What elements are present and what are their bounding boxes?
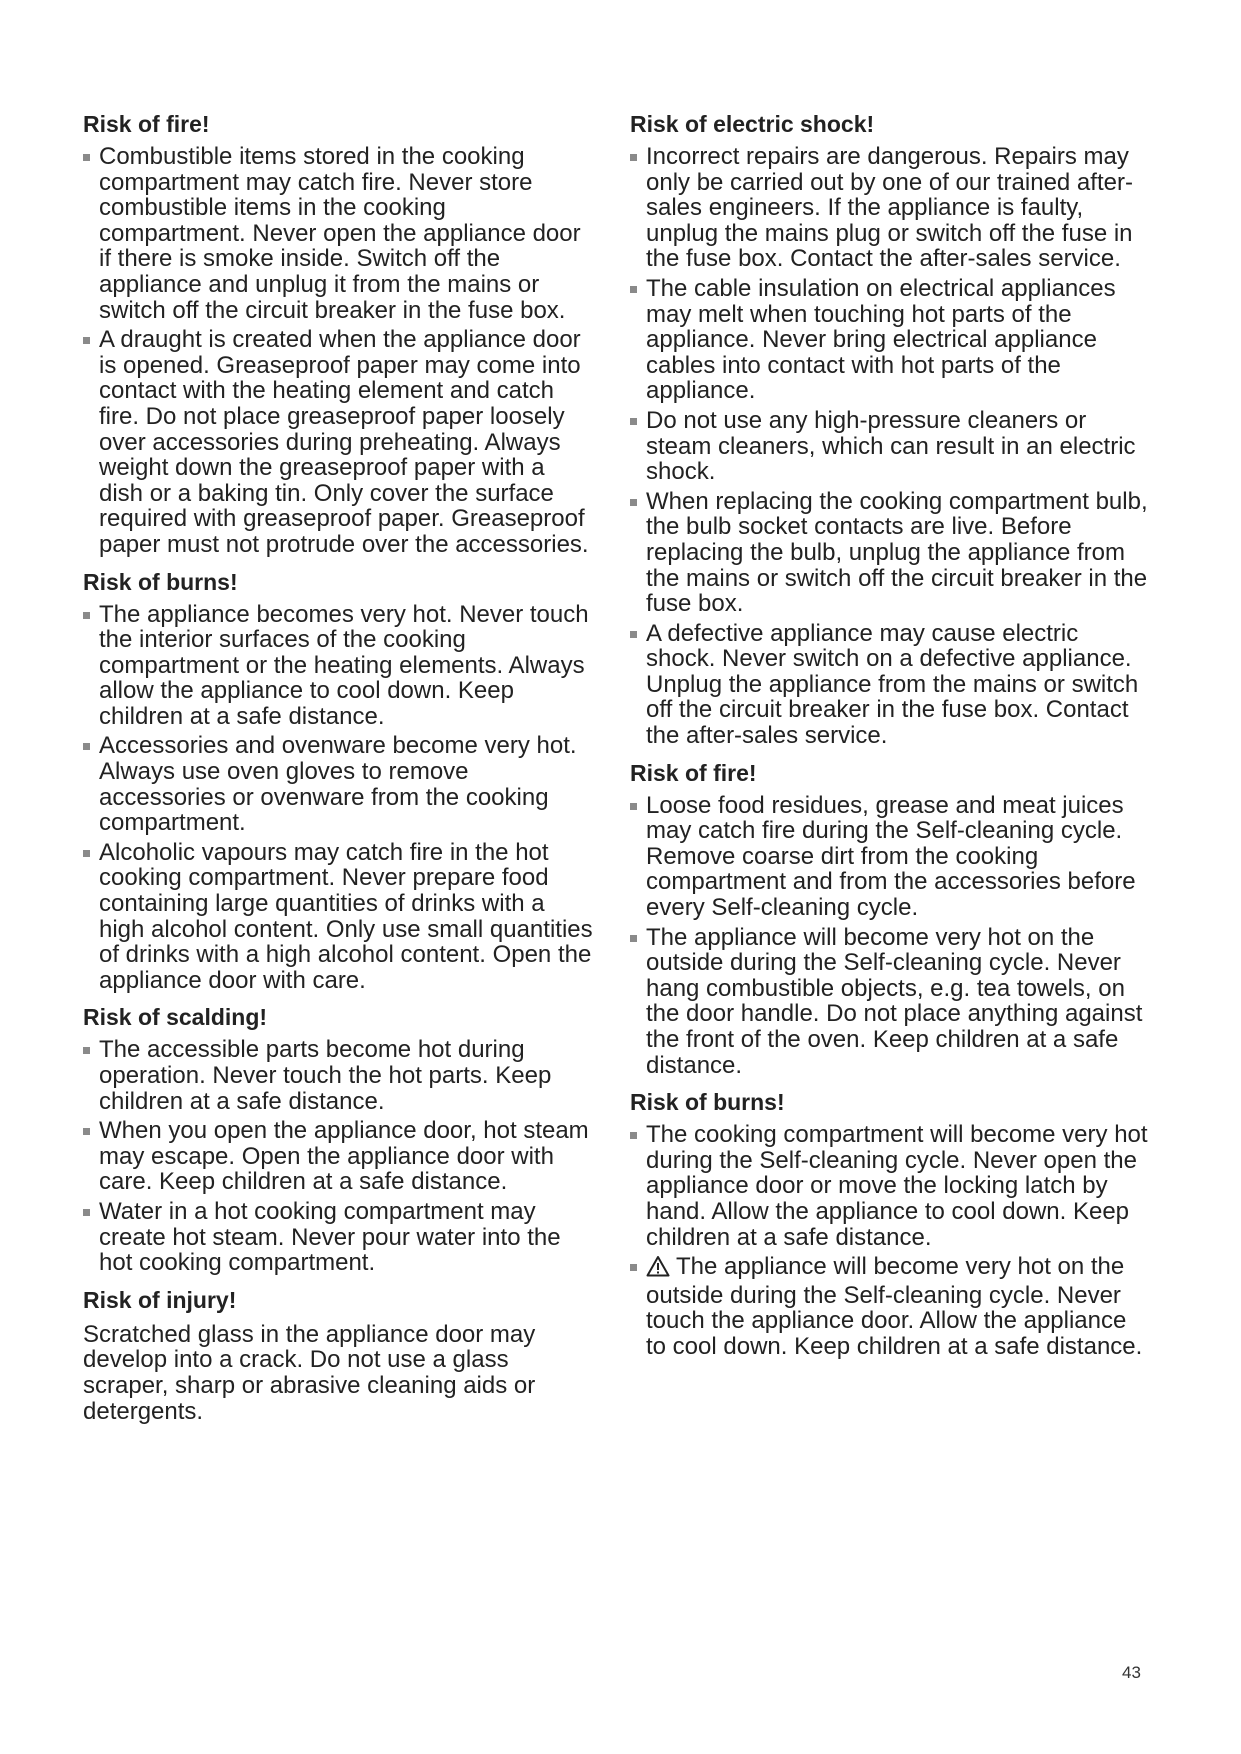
section-heading: Risk of burns! [83,568,238,595]
injury-paragraph: Scratched glass in the appliance door may develop into a crack. Do not use a glass scraper, sharp or abrasive cleaning aids or detergents. [83,1320,536,1425]
list-item: When you open the appliance door, hot steam may escape. Open the appliance door with care. Keep children at a safe distance. [83,1118,595,1195]
list-item: The appliance becomes very hot. Never touch the interior surfaces of the cooking compartment or the heating elements. Always allow the appliance to cool down. Keep children at a safe distance. [83,602,595,730]
list-item-text: The appliance will become very hot on the outside during the Self-cleaning cycle. Never touch the appliance door. Allow the appliance to cool down. Keep children at a safe distance. [646,1253,1143,1360]
list-item: The cooking compartment will become very hot during the Self-cleaning cycle. Never open the appliance door or move the locking latch by hand. Allow the appliance to cool down. Keep children at a safe distance. [630,1122,1150,1250]
left-fire-section [83,110,595,558]
list-item: When replacing the cooking compartment bulb, the bulb socket contacts are live. Before replacing the bulb, unplug the appliance from the mains or switch off the circuit breaker in the fuse box. [630,489,1150,617]
warning-triangle-icon [646,1255,670,1283]
bullet-list [83,144,595,558]
bullet-list [630,144,1150,749]
list-item: The appliance will become very hot on the outside during the Self-cleaning cycle. Never hang combustible objects, e.g. tea towels, on the door handle. Do not place anything against the front of the oven. Keep children at a safe distance. [630,925,1150,1079]
left-burns-section [83,568,595,994]
list-item: Combustible items stored in the cooking compartment may catch fire. Never store combustible items in the cooking compartment. Never open the appliance door if there is smoke inside. Switch off the appliance and unplug it from the mains or switch off the circuit breaker in the fuse box. [83,144,595,323]
list-item: A defective appliance may cause electric shock. Never switch on a defective appliance. Unplug the appliance from the mains or switch off the circuit breaker in the fuse box. Contact the after-sales service. [630,621,1150,749]
list-item: Incorrect repairs are dangerous. Repairs may only be carried out by one of our trained after-sales engineers. If the appliance is faulty, unplug the mains plug or switch off the fuse in the fuse box. Contact the after-sales service. [630,144,1150,272]
section-heading: Risk of burns! [630,1089,785,1116]
page-number: 43 [1122,1663,1141,1682]
left-column [83,110,595,1434]
list-item [630,1254,1150,1359]
list-item: The cable insulation on electrical appliances may melt when touching hot parts of the appliance. Never bring electrical appliance cables into contact with hot parts of the appliance. [630,276,1150,404]
left-injury-section [83,1286,595,1424]
bullet-list [83,602,595,994]
list-item: The accessible parts become hot during operation. Never touch the hot parts. Keep children at a safe distance. [83,1037,595,1114]
section-heading: Risk of fire! [630,759,757,786]
section-heading: Risk of scalding! [83,1004,268,1031]
bullet-list [630,793,1150,1079]
right-fire-section [630,759,1150,1079]
list-item: A draught is created when the appliance door is opened. Greaseproof paper may come into contact with the heating element and catch fire. Do not place greaseproof paper loosely over accessories during preheating. Always weight down the greaseproof paper with a dish or a baking tin. Only cover the surface required with greaseproof paper. Greaseproof paper must not protrude over the accessories. [83,327,595,557]
right-column [630,110,1150,1370]
list-item: Loose food residues, grease and meat juices may catch fire during the Self-cleaning cycle. Remove coarse dirt from the cooking compartment and from the accessories before every Self-cleaning cycle. [630,793,1150,921]
section-heading: Risk of electric shock! [630,111,875,137]
bullet-list [630,1122,1150,1359]
list-item: Accessories and ovenware become very hot. Always use oven gloves to remove accessories or ovenware from the cooking compartment. [83,733,595,835]
list-item: Alcoholic vapours may catch fire in the hot cooking compartment. Never prepare food containing large quantities of drinks with a high alcohol content. Only use small quantities of drinks with a high alcohol content. Open the appliance door with care. [83,840,595,994]
section-heading: Risk of injury! [83,1286,237,1313]
list-item: Water in a hot cooking compartment may create hot steam. Never pour water into the hot cooking compartment. [83,1199,595,1276]
left-scalding-section [83,1003,595,1275]
right-burns-section [630,1088,1150,1359]
section-heading: Risk of fire! [83,111,210,137]
right-electric-section [630,110,1150,749]
list-item: Do not use any high-pressure cleaners or steam cleaners, which can result in an electric shock. [630,408,1150,485]
bullet-list [83,1037,595,1275]
